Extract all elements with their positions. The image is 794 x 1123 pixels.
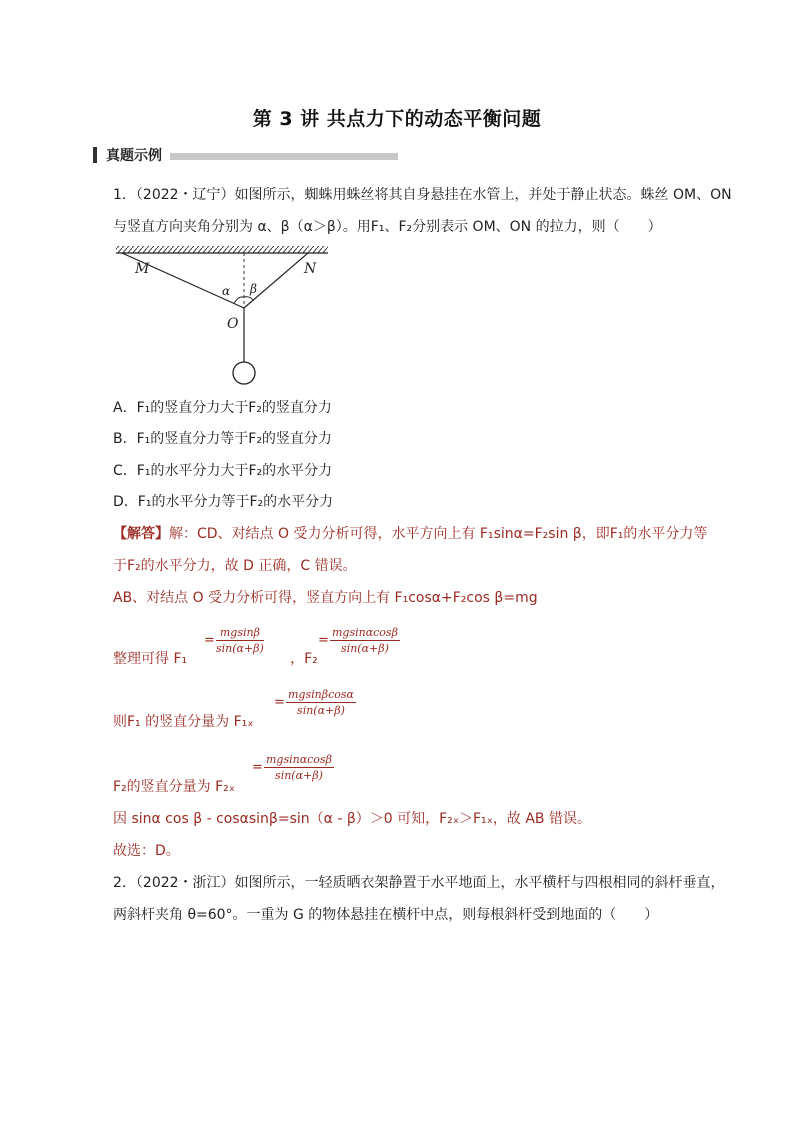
option-c[interactable]: C．F₁的水平分力大于F₂的水平分力 <box>113 463 333 479</box>
section-marker <box>93 147 97 163</box>
fraction-f2-den: sin(α+β) <box>341 642 389 655</box>
thread-on <box>244 253 308 308</box>
section-rule <box>170 153 398 160</box>
section-header <box>93 146 398 164</box>
eq-sign-4: = <box>252 760 263 775</box>
eq-sign-1: = <box>204 633 215 648</box>
label-alpha: α <box>222 284 231 298</box>
fraction-f4-num: mgsinαcosβ <box>266 753 332 766</box>
answer-line5: 则F₁ 的竖直分量为 F₁ₓ <box>113 714 254 730</box>
fraction-f3 <box>286 688 356 717</box>
page-title: 第 3 讲 共点力下的动态平衡问题 <box>252 108 542 130</box>
fraction-f2-num: mgsinαcosβ <box>332 626 398 639</box>
answer-line3: AB、对结点 O 受力分析可得，竖直方向上有 F₁cosα+F₂cos β=mg <box>113 590 538 606</box>
fraction-f4 <box>264 753 334 782</box>
fraction-f1-num: mgsinβ <box>216 626 264 641</box>
option-d[interactable]: D．F₁的水平分力等于F₂的水平分力 <box>113 494 334 510</box>
fraction-f3-num: mgsinβcosα <box>288 688 354 701</box>
option-a[interactable]: A．F₁的竖直分力大于F₂的竖直分力 <box>113 400 332 416</box>
q1-stem-line2: 与竖直方向夹角分别为 α、β（α＞β）。用F₁、F₂分别表示 OM、ON 的拉力，则（ ） <box>113 219 662 235</box>
label-m: M <box>135 261 150 277</box>
q2-stem-line1: 2．（2022・浙江）如图所示，一轻质晒衣架静置于水平地面上，水平横杆与四根相同的斜杆垂直， <box>113 875 725 891</box>
answer-line4-mid: ，F₂ <box>290 651 318 667</box>
fraction-f3-den: sin(α+β) <box>297 704 345 717</box>
answer-line1-text: 解：CD、对结点 O 受力分析可得，水平方向上有 F₁sinα=F₂sin β，即F₁的水平分力等 <box>169 526 708 542</box>
q1-stem-line1: 1．（2022・辽宁）如图所示，蜘蛛用蛛丝将其自身悬挂在水管上，并处于静止状态。蛛丝 OM、ON <box>113 187 732 203</box>
answer-line4-pre: 整理可得 F₁ <box>113 651 188 667</box>
fraction-f4-den: sin(α+β) <box>275 769 323 782</box>
beta-arc <box>244 297 253 300</box>
answer-tag: 【解答】 <box>113 526 169 542</box>
answer-line7: 因 sinα cos β - cosαsinβ=sin（α - β）＞0 可知，F₂ₓ＞F₁ₓ，故 AB 错误。 <box>113 811 591 827</box>
option-b[interactable]: B．F₁的竖直分力等于F₂的竖直分力 <box>113 431 332 447</box>
ceiling-hatch <box>116 246 328 253</box>
eq-sign-3: = <box>274 695 285 710</box>
q2-stem-line2: 两斜杆夹角 θ=60°。一重为 G 的物体悬挂在横杆中点，则每根斜杆受到地面的（ ） <box>113 907 659 923</box>
label-beta: β <box>250 282 257 296</box>
answer-line6: F₂的竖直分量为 F₂ₓ <box>113 779 235 795</box>
spider-ball <box>233 362 255 384</box>
label-n: N <box>304 261 317 277</box>
answer-line8: 故选：D。 <box>113 843 180 859</box>
fraction-f1 <box>216 626 264 655</box>
eq-sign-2: = <box>318 633 329 648</box>
fraction-f2 <box>330 626 400 655</box>
q1-figure <box>112 242 342 388</box>
label-o: O <box>227 316 239 332</box>
section-label: 真题示例 <box>106 148 162 164</box>
fraction-f1-den: sin(α+β) <box>216 642 264 655</box>
answer-line1 <box>113 524 707 544</box>
alpha-arc <box>234 297 244 304</box>
answer-line2: 于F₂的水平分力，故 D 正确，C 错误。 <box>113 558 357 574</box>
